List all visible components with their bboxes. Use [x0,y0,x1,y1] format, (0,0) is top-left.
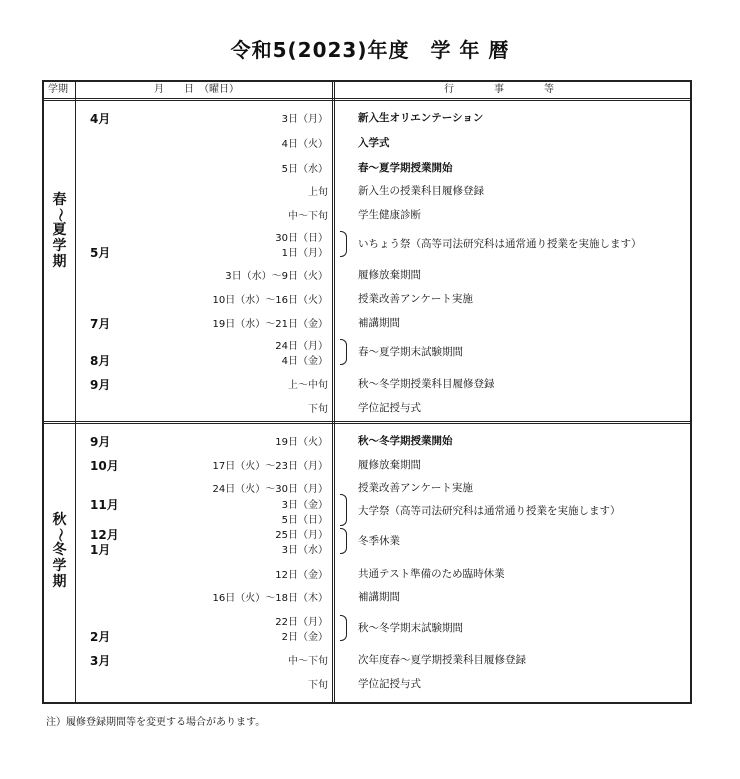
header-term: 学期 [48,84,68,95]
calendar-table: 学期 月 日 （曜日） 行 事 等 春 〜 夏 学 期 秋 〜 冬 学 期 4月 3日（月） 新入生オリエンテーション 4日（火） 入学式 5日（水） 春〜夏学期授業開始 上旬 新入生の授業科目履修登録 中〜下旬 学生健康診断 30日（日） 5月 1日（月） いちょう祭（高等司法研究科は通常通り授業を実施します） 3日（水）〜9日（火） 履修放棄期間 10日（水）〜16日（火） 授業改善アンケート実施 7月 19日（水）〜21日（金） 補講期間 24日（月） 8月 4日（金） 春〜夏学期末試験期間 9月 上〜中旬 秋〜冬学期授業科目履修登録 下旬 学位記授与式 9月 19日（火） 秋〜冬学期授業開始 10月 17日（火）〜23日（月） 履修放棄期間 24日（火）〜30日（月） 授業改善アンケート実施 11月 3日（金） 5日（日） 大学祭（高等司法研究科は通常通り授業を実施します） 12月 25日（月） 1月 3日（水） 冬季休業 12日（金） 共通テスト準備のため臨時休業 16日（火）〜18日（木） 補講期間 22日（月） 2月 2日（金） 秋〜冬学期末試験期間 3月 中〜下旬 次年度春〜夏学期授業科目履修登録 下旬 学位記授与式 [42,80,692,704]
bracket [340,528,347,554]
bracket [340,231,347,257]
column-divider-term [75,82,76,702]
bracket [340,494,347,526]
term-label-autumn-winter: 秋 〜 冬 学 期 [51,512,68,590]
bracket [340,615,347,641]
header-date: 月 日 （曜日） [154,84,239,95]
header-events: 行 事 等 [444,84,554,95]
term-divider [44,421,690,424]
term-label-spring-summer: 春 〜 夏 学 期 [51,192,68,270]
column-divider-events [332,82,335,702]
page-title: 令和5(2023)年度 学 年 暦 [230,38,510,62]
bracket [340,339,347,365]
header-divider [44,98,690,101]
footnote: 注）履修登録期間等を変更する場合があります。 [46,717,266,728]
